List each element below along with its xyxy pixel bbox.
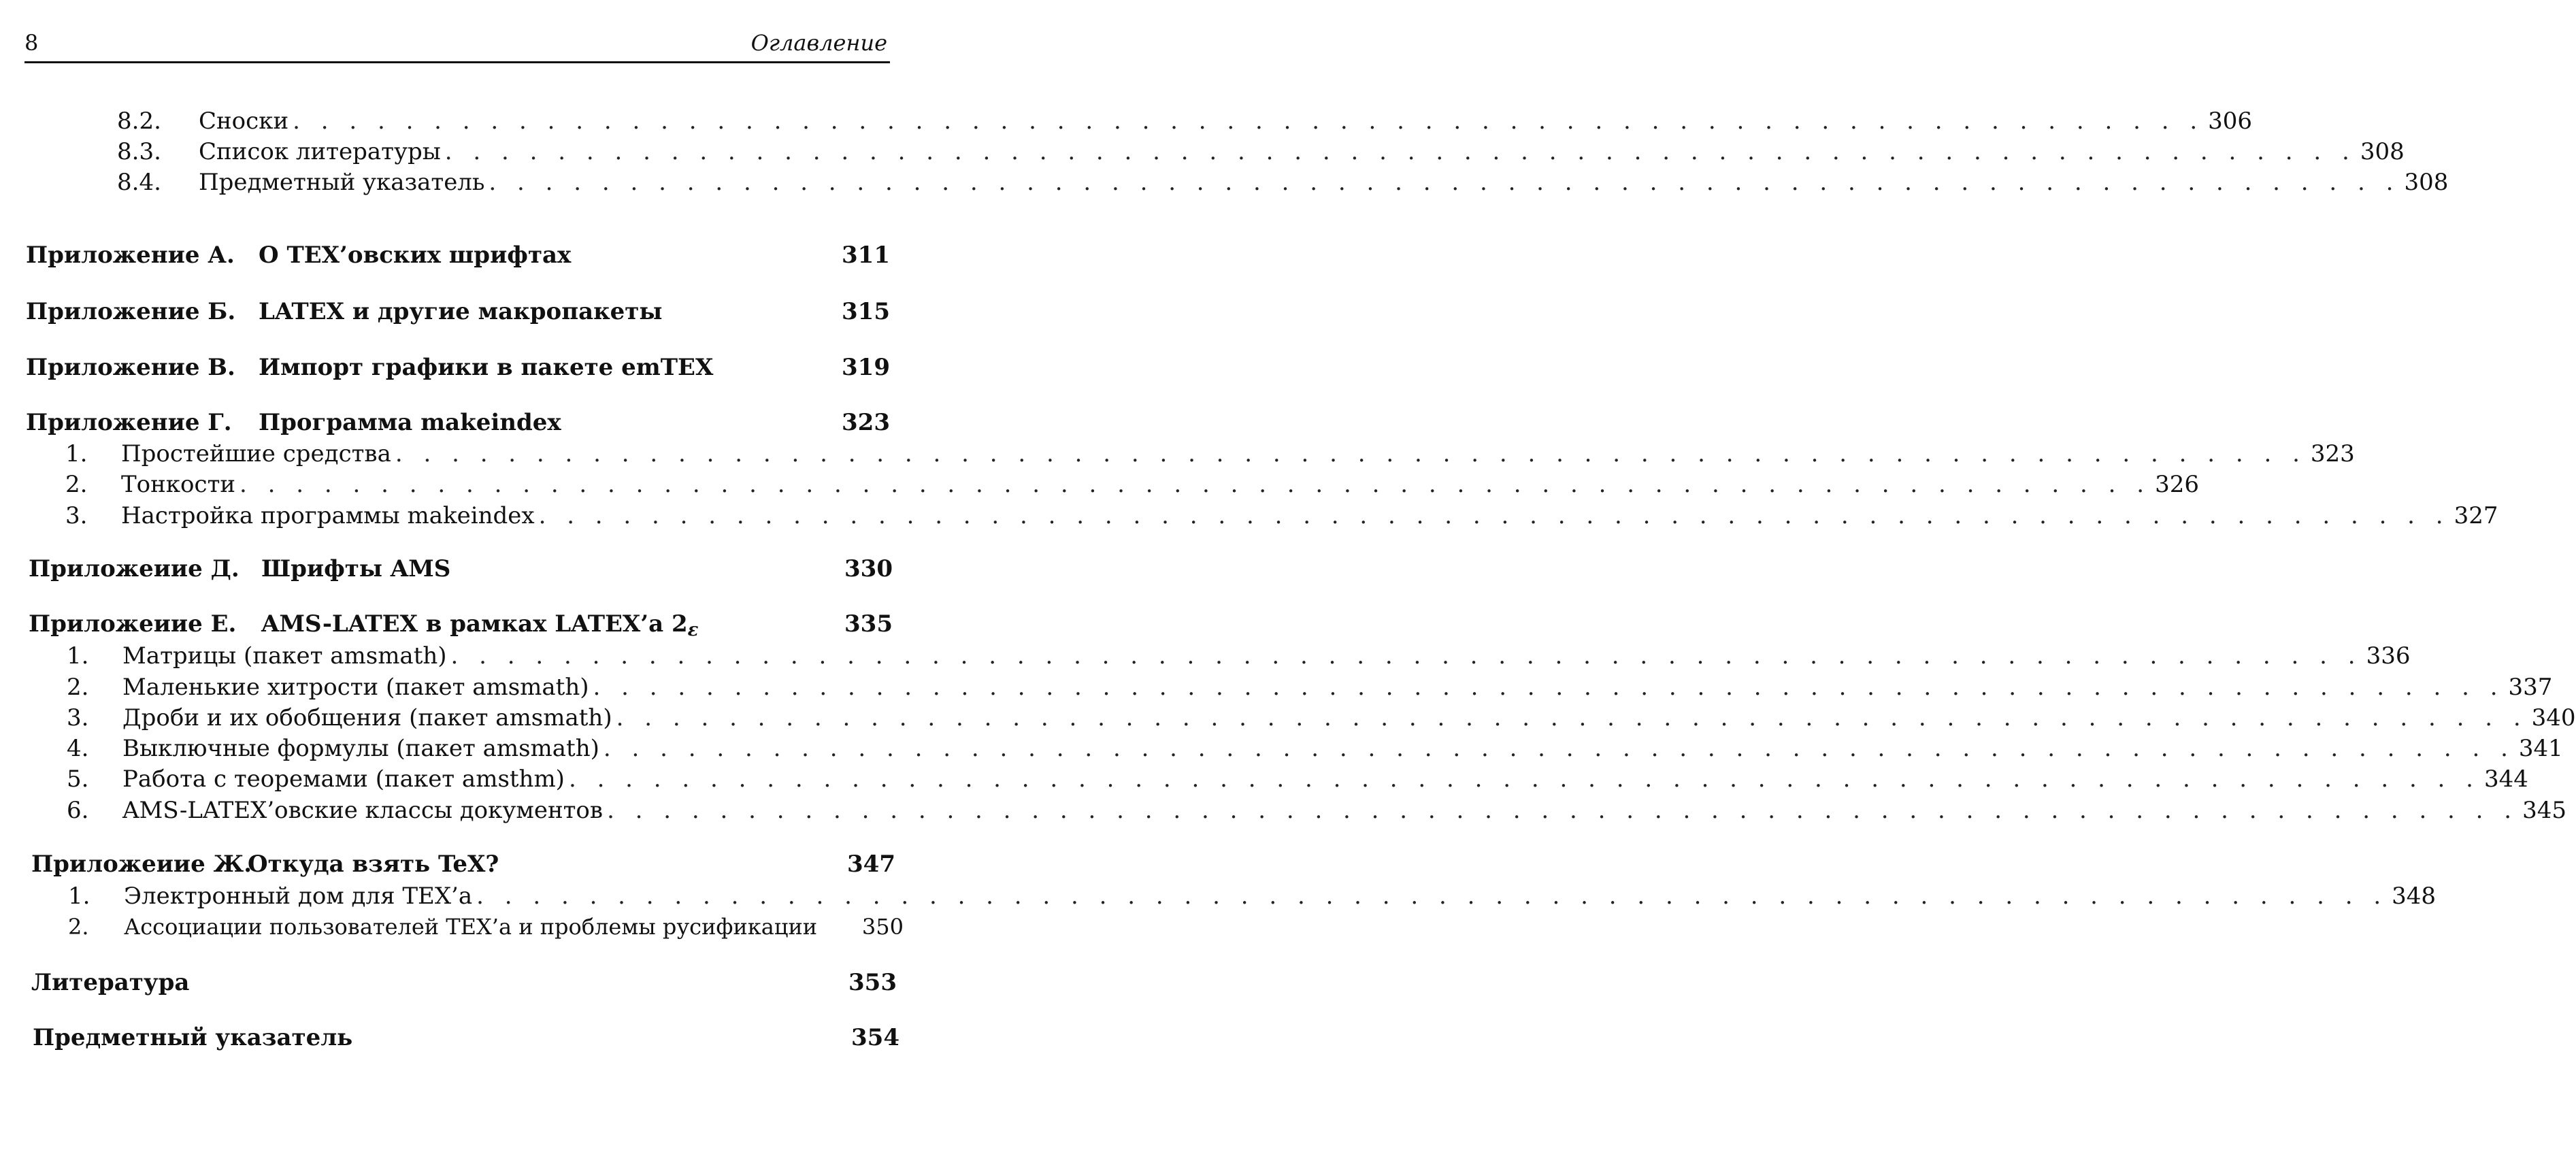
toc-page-number: 319 — [842, 354, 890, 381]
toc-page-number: 354 — [851, 1024, 899, 1051]
toc-page-number: 315 — [842, 298, 890, 325]
toc-entry-e-4[interactable]: 4. Выключные формулы (пакет amsmath) . . . . . . . . . . . . . . . . . . . . . . . . . . . . . . . . . . . . . . . . . . . . . . . . . . . . . . . . . . . . . . . . . . . . 341 — [67, 735, 2563, 762]
toc-entry-zh-2[interactable]: 2. Ассоциации пользователей TEX’а и проблемы русификации 350 — [68, 914, 904, 940]
page-header — [24, 30, 890, 63]
toc-page-number: 323 — [842, 409, 890, 436]
toc-entry-8-4[interactable]: 8.4. Предметный указатель . . . . . . . . . . . . . . . . . . . . . . . . . . . . . . . . . . . . . . . . . . . . . . . . . . . . . . . . . . . . . . . . . . . . 308 — [117, 169, 2449, 196]
toc-entry-g-1[interactable]: 1. Простейшие средства . . . . . . . . . . . . . . . . . . . . . . . . . . . . . . . . . . . . . . . . . . . . . . . . . . . . . . . . . . . . . . . . . . . . 323 — [65, 440, 2355, 467]
toc-page-number: 326 — [2155, 471, 2199, 498]
toc-entry-e-3[interactable]: 3. Дроби и их обобщения (пакет amsmath) . . . . . . . . . . . . . . . . . . . . . . . . . . . . . . . . . . . . . . . . . . . . . . . . . . . . . . . . . . . . . . . . . . . . 340 — [67, 704, 2576, 731]
toc-page-number: 340 — [2531, 704, 2576, 731]
toc-literature[interactable]: Литература 353 — [31, 969, 897, 996]
toc-appendix-g[interactable]: Приложение Г. Программа makeindex 323 — [26, 409, 890, 436]
toc-entry-e-5[interactable]: 5. Работа с теоремами (пакет amsthm) . . . . . . . . . . . . . . . . . . . . . . . . . . . . . . . . . . . . . . . . . . . . . . . . . . . . . . . . . . . . . . . . . . . . 344 — [67, 766, 2528, 793]
toc-entry-8-3[interactable]: 8.3. Список литературы . . . . . . . . . . . . . . . . . . . . . . . . . . . . . . . . . . . . . . . . . . . . . . . . . . . . . . . . . . . . . . . . . . . . 308 — [117, 138, 2405, 165]
toc-appendix-e[interactable]: Приложеиие Е. AMS-LATEX в рамках LATEX’а 2ε 335 — [29, 610, 893, 640]
toc-entry-zh-1[interactable]: 1. Электронный дом для TEX’а . . . . . . . . . . . . . . . . . . . . . . . . . . . . . . . . . . . . . . . . . . . . . . . . . . . . . . . . . . . . . . . . . . . . 348 — [68, 883, 2437, 910]
toc-page-number: 348 — [2392, 883, 2437, 910]
toc-page-number: 336 — [2366, 642, 2411, 670]
page-number: 8 — [24, 30, 39, 56]
toc-page-number: 341 — [2518, 735, 2563, 762]
toc-appendix-b[interactable]: Приложение Б. LATEX и другие макропакеты 315 — [26, 298, 890, 325]
toc-page-number: 347 — [847, 851, 895, 878]
toc-page-number: 337 — [2508, 674, 2553, 701]
toc-page-number: 353 — [848, 969, 897, 996]
toc-page-number: 345 — [2522, 797, 2566, 824]
toc-page-number: 344 — [2483, 766, 2528, 793]
toc-appendix-zh[interactable]: Приложеиие Ж. Откуда взять TeX? 347 — [31, 851, 895, 878]
toc-page-number: 311 — [842, 242, 890, 269]
toc-appendix-d[interactable]: Приложеиие Д. Шрифты AMS 330 — [29, 555, 893, 582]
toc-page-number: 308 — [2360, 138, 2405, 165]
toc-page-number: 323 — [2310, 440, 2355, 467]
toc-page-number: 350 — [861, 914, 904, 940]
running-head: Оглавление — [750, 30, 887, 56]
toc-index[interactable]: Предметный указатель 354 — [33, 1024, 899, 1051]
toc-appendix-a[interactable]: Приложение А. О TEX’овских шрифтах 311 — [26, 242, 890, 269]
toc-entry-e-2[interactable]: 2. Маленькие хитрости (пакет amsmath) . . . . . . . . . . . . . . . . . . . . . . . . . . . . . . . . . . . . . . . . . . . . . . . . . . . . . . . . . . . . . . . . . . . . 337 — [67, 674, 2553, 701]
toc-appendix-v[interactable]: Приложение В. Импорт графики в пакете emTEX 319 — [26, 354, 890, 381]
toc-entry-g-3[interactable]: 3. Настройка программы makeindex . . . . . . . . . . . . . . . . . . . . . . . . . . . . . . . . . . . . . . . . . . . . . . . . . . . . . . . . . . . . . . . . . . . . 327 — [65, 502, 2498, 529]
toc-page-number: 335 — [844, 610, 893, 638]
toc-page-number: 327 — [2454, 502, 2498, 529]
toc-page-number: 330 — [844, 555, 893, 582]
toc-entry-e-1[interactable]: 1. Матрицы (пакет amsmath) . . . . . . . . . . . . . . . . . . . . . . . . . . . . . . . . . . . . . . . . . . . . . . . . . . . . . . . . . . . . . . . . . . . . 336 — [67, 642, 2411, 670]
toc-entry-8-2[interactable]: 8.2. Сноски . . . . . . . . . . . . . . . . . . . . . . . . . . . . . . . . . . . . . . . . . . . . . . . . . . . . . . . . . . . . . . . . . . . . 306 — [117, 108, 2253, 135]
toc-entry-g-2[interactable]: 2. Тонкости . . . . . . . . . . . . . . . . . . . . . . . . . . . . . . . . . . . . . . . . . . . . . . . . . . . . . . . . . . . . . . . . . . . . 326 — [65, 471, 2199, 498]
toc-page-number: 308 — [2404, 169, 2449, 196]
toc-page-number: 306 — [2208, 108, 2253, 135]
toc-entry-e-6[interactable]: 6. AMS-LATEX’овские классы документов . . . . . . . . . . . . . . . . . . . . . . . . . . . . . . . . . . . . . . . . . . . . . . . . . . . . . . . . . . . . . . . . . . . . 345 — [67, 797, 2566, 824]
